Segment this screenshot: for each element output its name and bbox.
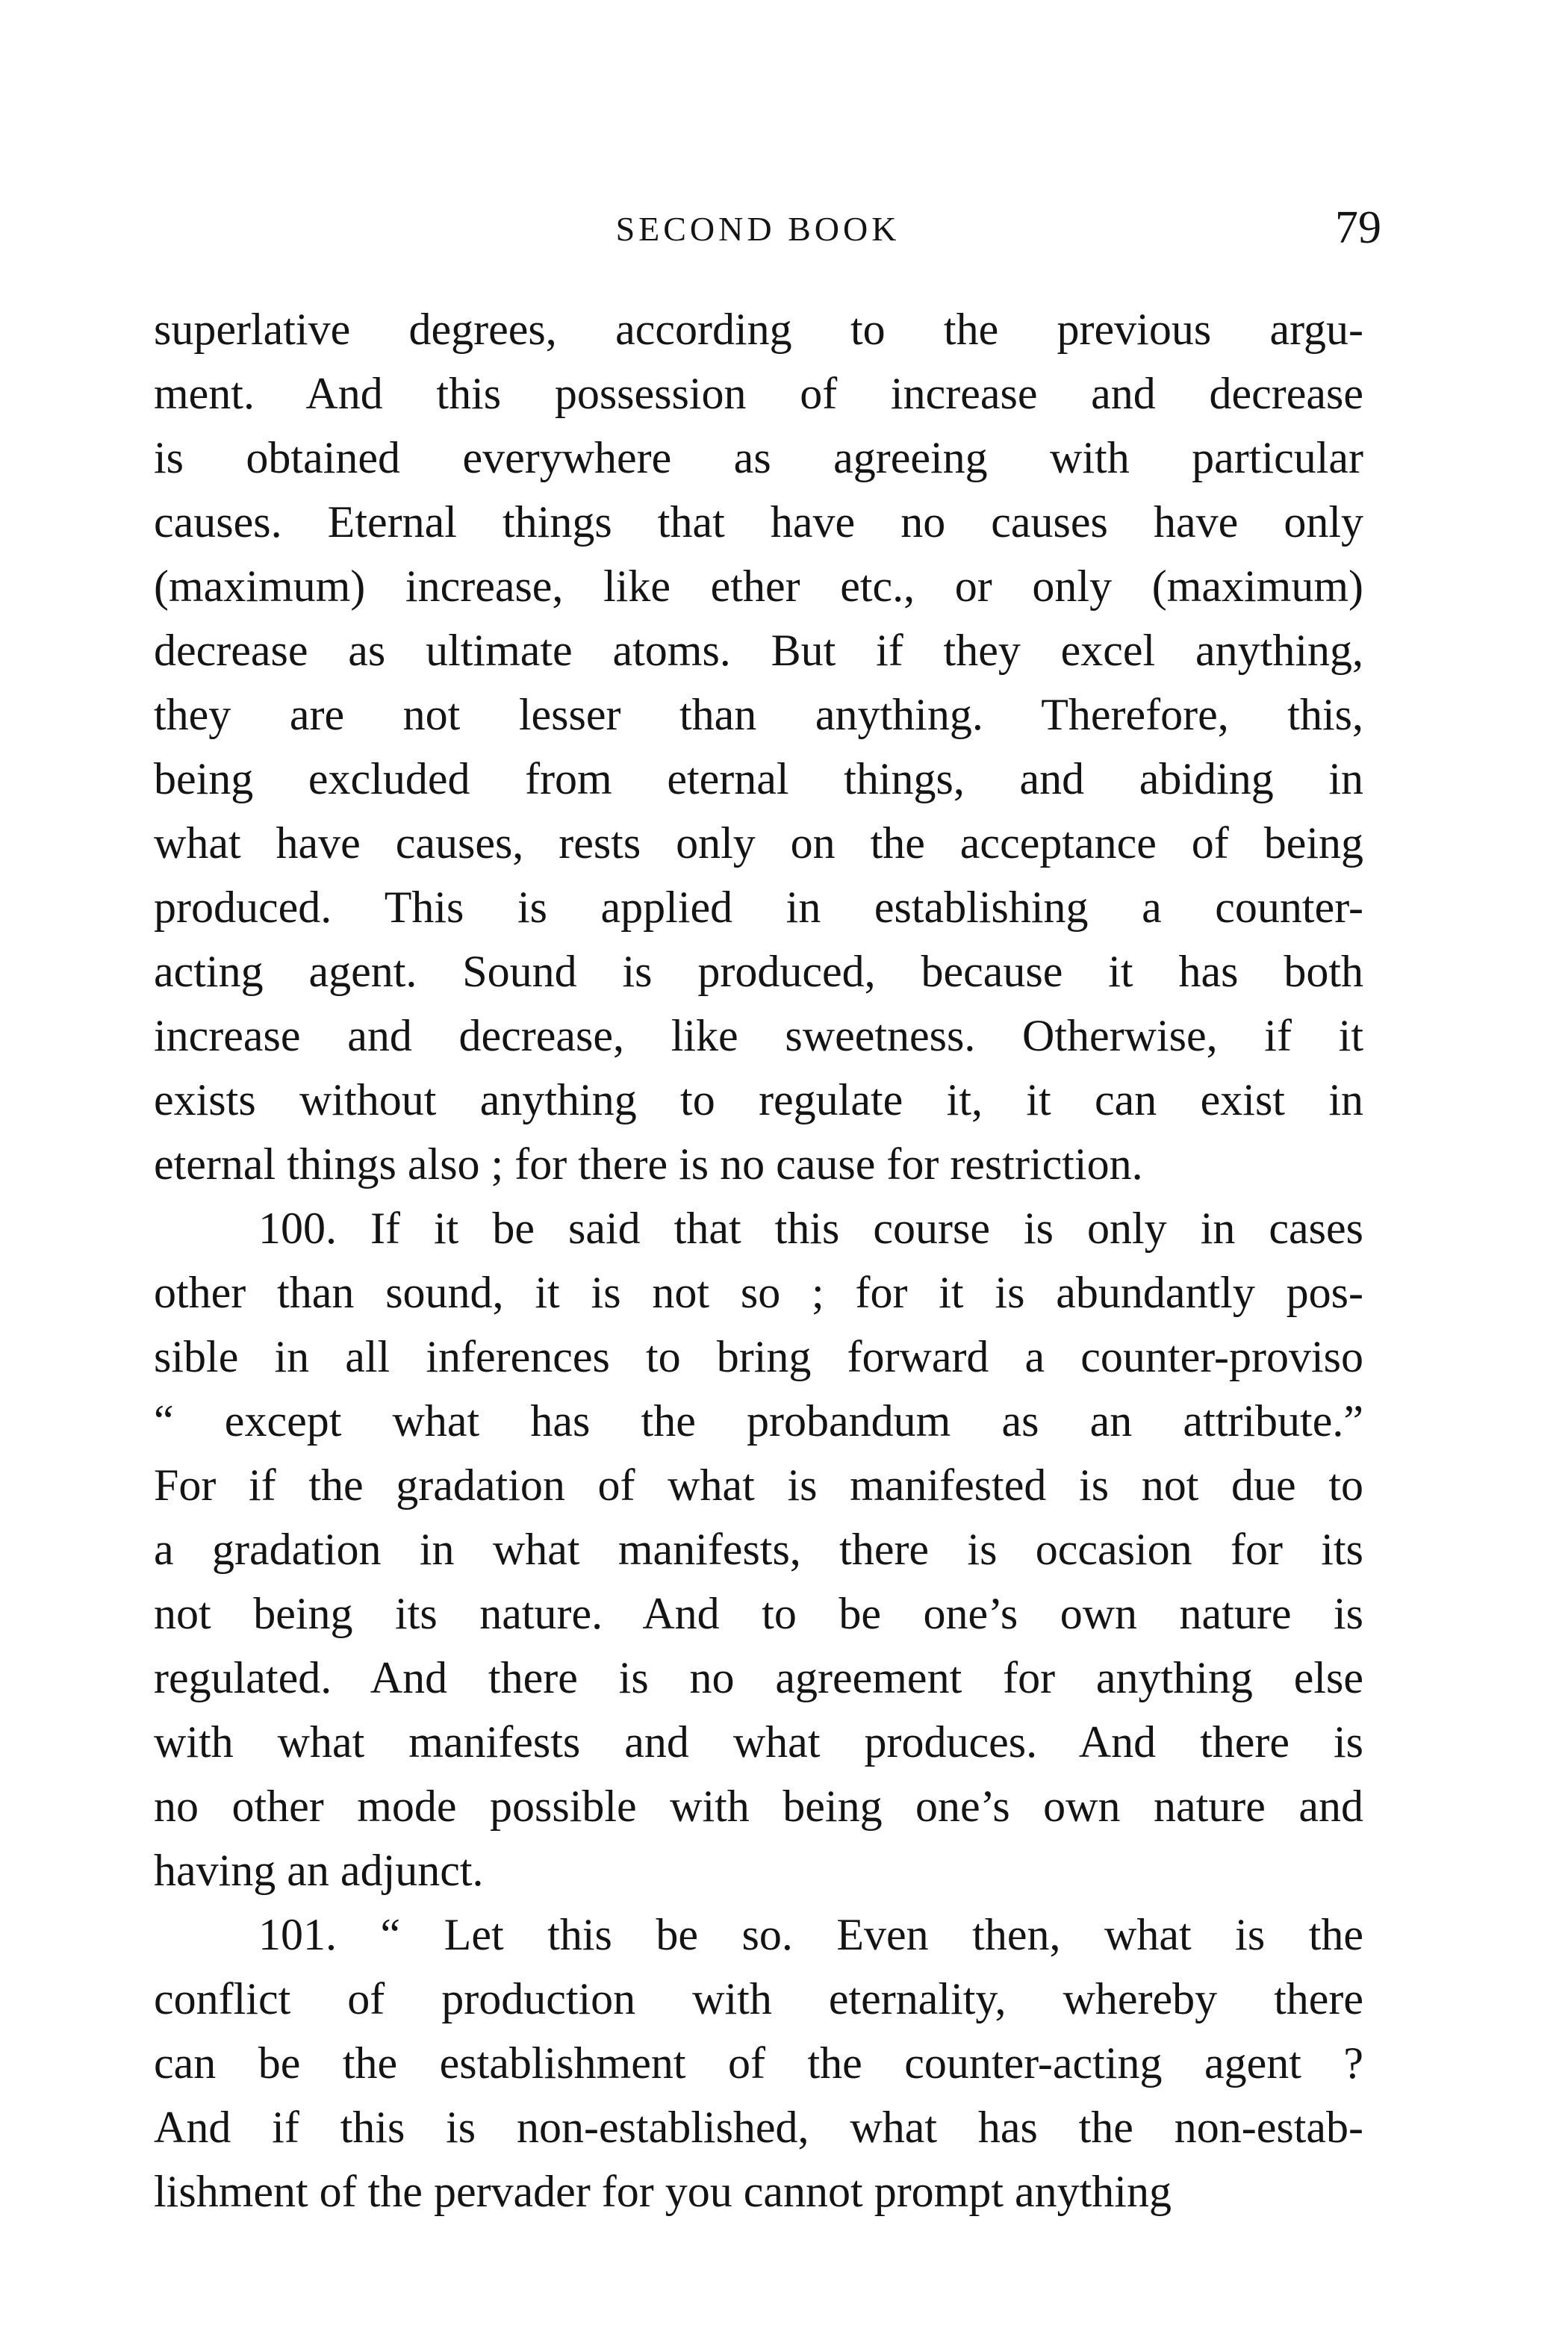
text-line: acting agent. Sound is produced, because it has both (154, 947, 1363, 996)
text-line: “ except what has the probandum as an attribute.” (154, 1396, 1363, 1446)
text-line: exists without anything to regulate it, it can exist in (154, 1075, 1363, 1124)
text-line: produced. This is applied in establishing a counter- (154, 883, 1363, 932)
text-line: eternal things also ; for there is no cause for restriction. (154, 1139, 1143, 1189)
text-line: conflict of production with eternality, whereby there (154, 1974, 1363, 2023)
text-line: they are not lesser than anything. Therefore, this, (154, 690, 1363, 739)
text-line: increase and decrease, like sweetness. Otherwise, if it (154, 1011, 1363, 1060)
text-line: (maximum) increase, like ether etc., or only (maximum) (154, 561, 1363, 611)
running-title: SECOND BOOK (615, 210, 900, 248)
text-line: what have causes, rests only on the acceptance of being (154, 818, 1363, 868)
text-line: For if the gradation of what is manifested is not due to (154, 1460, 1363, 1510)
paragraph-start-line: 101. “ Let this be so. Even then, what is the (258, 1910, 1363, 1959)
page-number: 79 (1335, 202, 1381, 253)
text-line: other than sound, it is not so ; for it is abundantly pos- (154, 1268, 1363, 1317)
text-line: sible in all inferences to bring forward a counter-proviso (154, 1332, 1363, 1381)
text-line: causes. Eternal things that have no causes have only (154, 497, 1363, 547)
text-line: superlative degrees, according to the previous argu- (154, 305, 1363, 354)
text-line: no other mode possible with being one’s own nature and (154, 1782, 1363, 1831)
text-line: lishment of the pervader for you cannot prompt anything (154, 2167, 1172, 2216)
text-line: having an adjunct. (154, 1846, 484, 1895)
text-line: is obtained everywhere as agreeing with particular (154, 433, 1363, 482)
text-line: being excluded from eternal things, and abiding in (154, 754, 1363, 803)
text-line: a gradation in what manifests, there is occasion for its (154, 1525, 1363, 1574)
text-line: And if this is non-established, what has the non-estab- (154, 2103, 1363, 2152)
text-line: regulated. And there is no agreement for anything else (154, 1653, 1363, 1702)
paragraph-start-line: 100. If it be said that this course is only in cases (258, 1204, 1363, 1253)
text-line: decrease as ultimate atoms. But if they excel anything, (154, 626, 1363, 675)
text-line: not being its nature. And to be one’s own nature is (154, 1589, 1363, 1638)
text-line: can be the establishment of the counter-acting agent ? (154, 2038, 1363, 2088)
text-line: ment. And this possession of increase and decrease (154, 369, 1363, 418)
running-head (149, 202, 1381, 261)
text-line: with what manifests and what produces. And there is (154, 1717, 1363, 1767)
body-text (154, 297, 1363, 2224)
